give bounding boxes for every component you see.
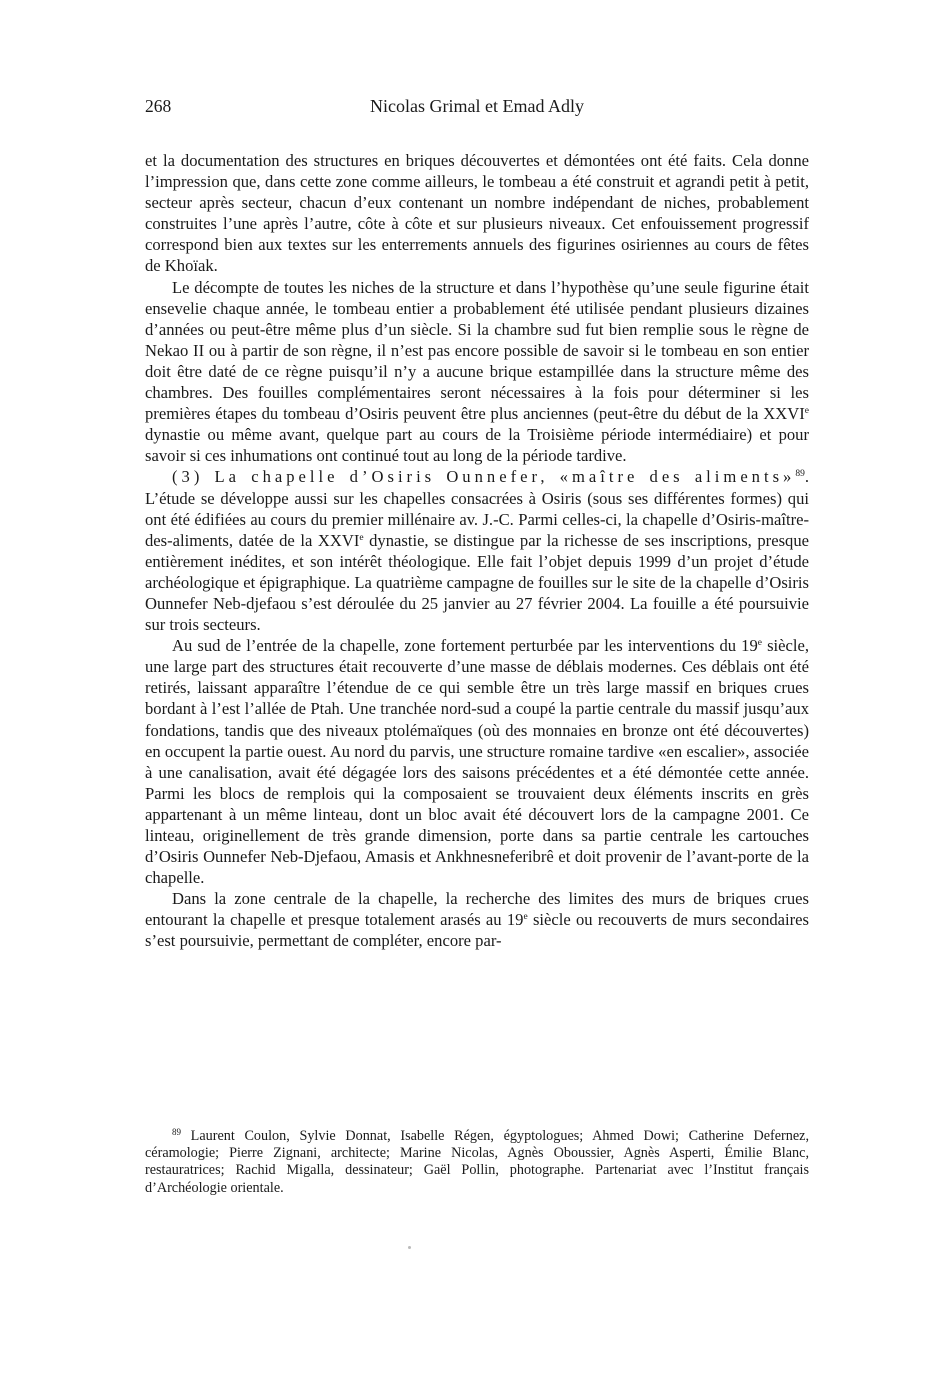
footnote-reference: 89 — [795, 469, 805, 480]
superscript: e — [359, 532, 364, 543]
footnote-number: 89 — [172, 1127, 181, 1137]
superscript: e — [523, 912, 528, 923]
paragraph-3-text-b: dynastie, se distingue par la richesse de ses inscriptions, presque entièrement inédites, et son intérêt théologique. Elle fait l’objet depuis 1999 d’un projet d’étude archéologique et épigraphique. La quatrième campagne de fouilles sur le site de la chapelle d’Osiris Ounnefer Neb-djefaou s’est déroulée du 25 janvier au 27 février 2004. La fouille a été poursuivie sur trois secteurs. — [145, 530, 809, 635]
paragraph-2-text-b: dynastie ou même avant, quelque part au cours de la Troisième période intermédiaire) et pour savoir si ces inhumations ont continué tout au long de la période tardive. — [145, 425, 809, 466]
paragraph-3-text-a: . L’étude se développe aussi sur les chapelles consacrées à Osiris (sous ses différentes formes) qui ont été édifiées au cours du premier millénaire av. J.-C. Parmi celles-ci, la chapelle d’Osiris-maître-des-aliments, datée de la XXVI — [145, 467, 809, 550]
running-title: Nicolas Grimal et Emad Adly — [370, 96, 584, 116]
footnote-text: Laurent Coulon, Sylvie Donnat, Isabelle Régen, égyptologues; Ahmed Dowi; Catherine Defernez, céramologie; Pierre Zignani, architecte; Marine Nicolas, Agnès Oboussier, Agnès Asperti, Émilie Blanc, restauratrices; Rachid Migalla, dessinateur; Gaël Pollin, photographe. Partenariat avec l’Institut français d’Archéologie orientale. — [145, 1128, 809, 1196]
body-text — [145, 150, 809, 952]
paragraph-4-text-b: siècle, une large part des structures était recouverte d’une masse de déblais modernes. Ces déblais ont été retirés, laissant apparaître l’étendue de ce qui semble être un très large massif en briques crues bordant à l’est l’allée de Ptah. Une tranchée nord-sud a coupé la partie centrale du massif jusqu’aux fondations, tandis que des niveaux ptolémaïques (où des monnaies en bronze ont été découvertes) en occupent la partie ouest. Au nord du parvis, une structure romaine tardive «en escalier», associée à une canalisation, avait été dégagée lors des saisons précédentes et a été démontée cette année. Parmi les blocs de remplois qui la composaient se trouvaient deux éléments inscrits en grès appartenant à un même linteau, dont un bloc avait été découvert lors de la campagne 2001. Ce linteau, originellement de très grande dimension, porte dans sa partie centrale les cartouches d’Osiris Ounnefer Neb-Djefaou, Amasis et Ankhnesneferibrê et doit provenir de l’avant-porte de la chapelle. — [145, 636, 809, 888]
paragraph-2-text-a: Le décompte de toutes les niches de la structure et dans l’hypothèse qu’une seule figurine était ensevelie chaque année, le tombeau entier a probablement été utilisée pendant plusieurs dizaines d’années ou peut-être même plus d’un siècle. Si la chambre sud fut bien remplie sous le règne de Nekao II ou à partir de son règne, il n’est pas encore possible de savoir si le tombeau en son entier doit être daté de ce règne puisqu’il n’y a aucune brique estampillée dans la structure même des chambres. Des fouilles complémentaires seront nécessaires à la fois pour déterminer si les premières étapes du tombeau d’Osiris peuvent être plus anciennes (peut-être du début de la XXVI — [145, 277, 809, 424]
paragraph-5-text-b: siècle ou recouverts de murs secondaires s’est poursuivie, permettant de compléter, encore par- — [145, 910, 809, 951]
paragraph-2 — [145, 277, 809, 467]
paragraph-1 — [145, 150, 809, 277]
scan-speck — [408, 1246, 411, 1249]
section-heading: (3) La chapelle d’Osiris Ounnefer, «maître des aliments» — [172, 467, 796, 487]
paragraph-1-text: et la documentation des structures en briques découvertes et démontées ont été faits. Cela donne l’impression que, dans cette zone comme ailleurs, le tombeau a été construit et agrandi petit à petit, secteur après secteur, chacun d’eux contenant un nombre indépendant de niches, probablement construites l’une après l’autre, côte à côte et sur plusieurs niveaux. Cet enfouissement progressif correspond bien aux textes sur les enterrements annuels des figurines osiriennes au cours de fêtes de Khoïak. — [145, 151, 809, 276]
paragraph-4 — [145, 635, 809, 888]
footnote-89 — [145, 1128, 809, 1197]
footnote — [145, 1128, 809, 1197]
superscript: e — [804, 406, 809, 417]
paragraph-5 — [145, 888, 809, 951]
paragraph-5-text-a: Dans la zone centrale de la chapelle, la recherche des limites des murs de briques crues entourant la chapelle et presque totalement arasés au 19 — [145, 889, 809, 930]
superscript: e — [757, 638, 762, 649]
page-number: 268 — [145, 96, 172, 116]
paragraph-4-text-a: Au sud de l’entrée de la chapelle, zone fortement perturbée par les interventions du 19 — [172, 636, 758, 656]
page-header — [145, 96, 809, 122]
paragraph-3 — [145, 466, 809, 635]
